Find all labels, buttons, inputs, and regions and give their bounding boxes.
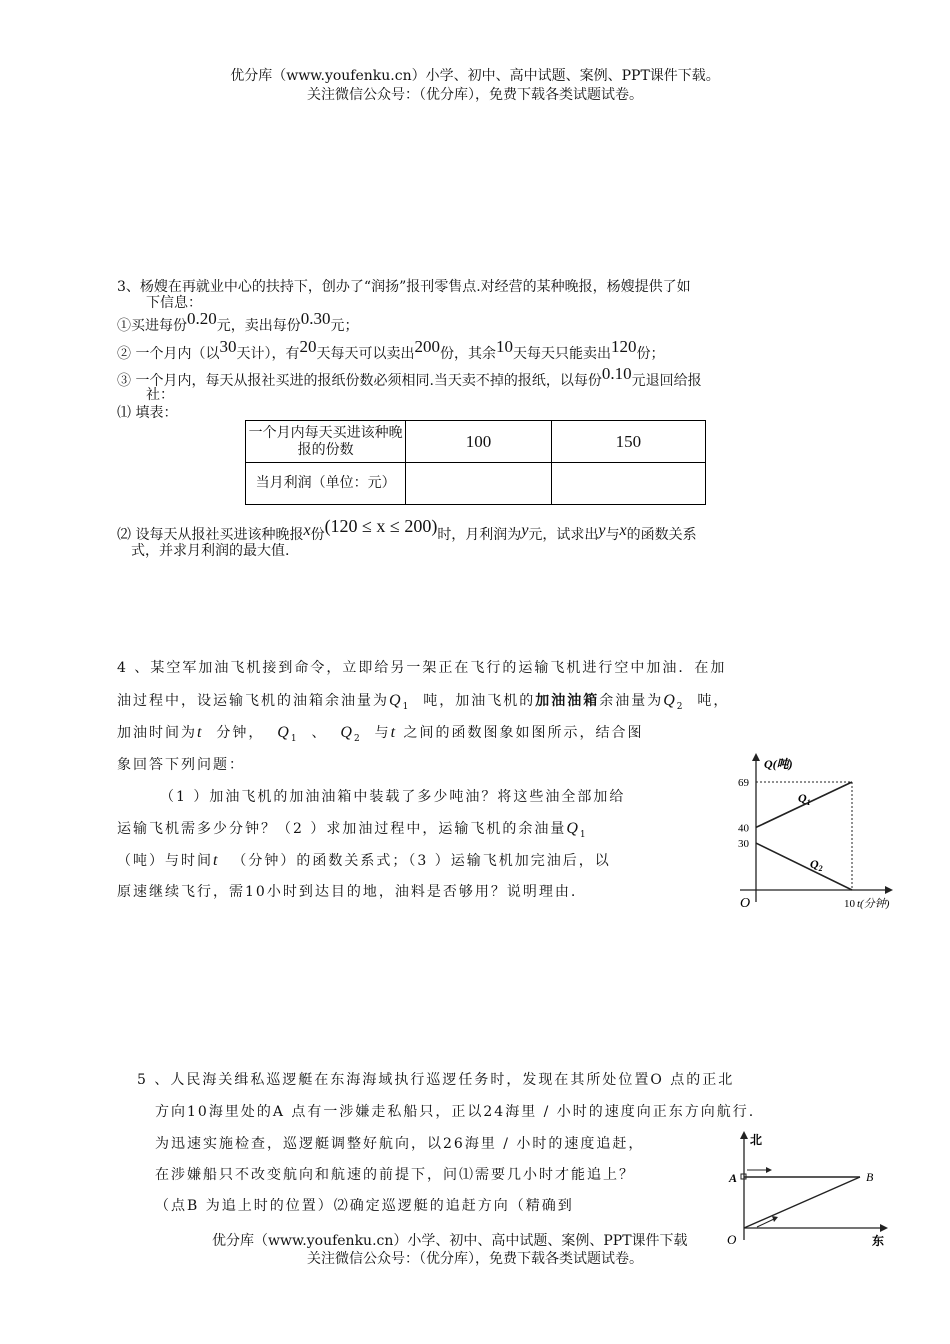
q4-line-8: 原速继续飞行，需10小时到达目的地，油料是否够用？说明理由. bbox=[117, 884, 578, 900]
header-line-2: 关注微信公众号：（优分库），免费下载各类试题试卷。 bbox=[307, 87, 643, 103]
header-line-1: 优分库（www.youfenku.cn）小学、初中、高中试题、案例、PPT课件下载。 bbox=[230, 68, 720, 84]
q4-line-4: 象回答下列问题： bbox=[117, 757, 245, 773]
q3-info-3-return-price: 0.10 bbox=[601, 364, 632, 383]
patrol-direction-arrow bbox=[757, 1219, 774, 1227]
var-t: t bbox=[197, 724, 204, 741]
q3-info-2-days-high: 20 bbox=[299, 337, 317, 356]
var-q1: Q bbox=[389, 692, 403, 709]
q3-part-2-text-b: 份 bbox=[310, 527, 325, 543]
point-b-label: B bbox=[866, 1170, 874, 1184]
q3-info-1-buy-price: 0.20 bbox=[187, 309, 217, 328]
q3-info-2-sold-low: 120 bbox=[610, 337, 637, 356]
q3-part-2-text-a: ⑵ 设每天从报社买进该种晚报 bbox=[117, 527, 304, 543]
var-x-2: x bbox=[619, 522, 627, 539]
q3-part-2-text-d: 元，试求出 bbox=[528, 527, 599, 543]
q3-part-2 bbox=[117, 516, 697, 544]
q3-info-1 bbox=[117, 309, 359, 335]
q3-part-1-label: ⑴ 填表： bbox=[117, 405, 178, 421]
q5-line-2: 方向10海里处的A 点有一涉嫌走私船只，正以24海里 / 小时的速度向正东方向航行. bbox=[155, 1104, 756, 1120]
sub-1-c: 1 bbox=[579, 829, 588, 840]
sub-1: 1 bbox=[402, 701, 411, 712]
y-axis-label: Q(吨) bbox=[764, 757, 793, 771]
footer-line-1: 优分库（www.youfenku.cn）小学、初中、高中试题、案例、PPT课件下载 bbox=[212, 1233, 688, 1249]
var-q2-b: Q bbox=[340, 724, 354, 741]
q4-line-2-text-b: 吨，加油飞机的 bbox=[423, 693, 536, 709]
footer-line-2: 关注微信公众号：（优分库），免费下载各类试题试卷。 bbox=[307, 1251, 643, 1267]
q4-emphasis-tank: 加油油箱 bbox=[535, 693, 600, 709]
series-label-q2: $Q_2$ bbox=[810, 857, 823, 873]
q3-info-3-text-a: ③ 一个月内，每天从报社买进的报纸份数必须相同.当天卖不掉的报纸，以每份 bbox=[117, 373, 602, 389]
north-label: 北 bbox=[750, 1133, 763, 1147]
q3-info-3 bbox=[117, 364, 702, 390]
q4-line-3-text-a: 加油时间为 bbox=[117, 725, 197, 741]
q5-line-1: 5 、人民海关缉私巡逻艇在东海海域执行巡逻任务时，发现在其所处位置O 点的正北 bbox=[137, 1072, 735, 1088]
sub-2: 2 bbox=[676, 701, 685, 712]
table-row-header-profit: 当月利润（单位：元） bbox=[246, 463, 406, 505]
var-t-3: t bbox=[213, 852, 220, 869]
q3-info-1-sell-price: 0.30 bbox=[300, 309, 331, 328]
q4-line-3-text-d: 与 bbox=[374, 725, 391, 741]
q4-line-2 bbox=[117, 692, 729, 716]
var-q2: Q bbox=[663, 692, 677, 709]
y-tick-label-30: 30 bbox=[738, 838, 749, 851]
table-cell-150: 150 bbox=[551, 421, 705, 463]
q4-line-2-text-d: 吨， bbox=[697, 693, 730, 709]
table-cell-profit-100 bbox=[406, 463, 551, 505]
q4-line-6-text-a: 运输飞机需多少分钟？（2 ）求加油过程中，运输飞机的余油量 bbox=[117, 821, 567, 837]
x-tick-label-10: 10 bbox=[844, 898, 855, 910]
var-y-2: y bbox=[598, 522, 606, 539]
q3-info-2-text-f: 份； bbox=[636, 346, 665, 362]
q3-info-1-text-c: 元； bbox=[330, 318, 359, 334]
q5-line-4: 在涉嫌船只不改变航向和航速的前提下，问⑴需要几小时才能追上？ bbox=[155, 1167, 635, 1183]
north-arrow bbox=[740, 1131, 748, 1139]
series-line-q2 bbox=[756, 843, 852, 890]
var-q1-b: Q bbox=[277, 724, 291, 741]
q3-info-2-text-d: 份，其余 bbox=[439, 346, 496, 362]
q5-line-3: 为迅速实施检查，巡逻艇调整好航向，以26海里 / 小时的速度追赶， bbox=[155, 1136, 645, 1152]
point-a-label: A bbox=[729, 1171, 738, 1185]
east-label: 东 bbox=[872, 1234, 885, 1248]
q3-profit-table bbox=[245, 420, 706, 505]
var-t-2: t bbox=[390, 724, 398, 741]
table-cell-profit-150 bbox=[551, 463, 705, 505]
x-axis-label: t(分钟) bbox=[857, 898, 890, 910]
q4-line-1: 4 、某空军加油飞机接到命令，立即给另一架正在飞行的运输飞机进行空中加油．在加 bbox=[117, 660, 727, 676]
y-axis-arrow bbox=[752, 753, 760, 761]
point-o-label: O bbox=[727, 1232, 737, 1247]
patrol-path bbox=[744, 1177, 860, 1228]
q4-line-5: （1 ）加油飞机的加油油箱中装载了多少吨油？将这些油全部加给 bbox=[160, 789, 626, 805]
q5-route-figure bbox=[722, 1128, 892, 1250]
q3-intro-line-1: 3、杨嫂在再就业中心的扶持下，创办了“润扬”报刊零售点.对经营的某种晚报，杨嫂提供了如 bbox=[117, 279, 691, 295]
q3-info-2-days-low: 10 bbox=[495, 337, 513, 356]
q4-line-2-text-a: 油过程中，设运输飞机的油箱余油量为 bbox=[117, 693, 389, 709]
east-arrow bbox=[880, 1224, 888, 1232]
q3-info-2 bbox=[117, 337, 665, 363]
q3-info-2-text-b: 天计），有 bbox=[236, 346, 300, 362]
q4-line-3-text-e: 之间的函数图象如图所示，结合图 bbox=[403, 725, 644, 741]
var-q1-c: Q bbox=[566, 820, 580, 837]
sub-2-b: 2 bbox=[353, 733, 362, 744]
q3-info-3-text-b: 元退回给报 bbox=[631, 373, 702, 389]
q3-info-2-text-e: 天每天只能卖出 bbox=[512, 346, 611, 362]
table-row-header-quantity: 一个月内每天买进该种晚报的份数 bbox=[246, 421, 406, 463]
q3-info-2-text-c: 天每天可以卖出 bbox=[316, 346, 415, 362]
q3-part-2-cont: 式，并求月利润的最大值. bbox=[131, 543, 290, 559]
x-axis-arrow bbox=[885, 886, 893, 894]
var-x: x bbox=[303, 522, 311, 539]
q4-fuel-chart bbox=[730, 752, 900, 917]
y-tick-label-40: 40 bbox=[738, 822, 749, 835]
var-y: y bbox=[521, 522, 529, 539]
q3-info-1-text-b: 元，卖出每份 bbox=[216, 318, 301, 334]
q3-intro-line-2: 下信息： bbox=[146, 295, 202, 311]
q4-line-7-text-a: （吨）与时间 bbox=[117, 853, 213, 869]
q4-line-7-text-b: （分钟）的函数关系式；（3 ）运输飞机加完油后，以 bbox=[232, 853, 611, 869]
table-cell-100: 100 bbox=[406, 421, 551, 463]
q3-info-2-sold-high: 200 bbox=[414, 337, 440, 356]
q4-line-7 bbox=[117, 852, 611, 870]
q4-line-3-text-c: 、 bbox=[311, 725, 328, 741]
q3-part-2-text-f: 的函数关系 bbox=[626, 527, 697, 543]
q4-line-2-text-c: 余油量为 bbox=[599, 693, 664, 709]
q4-line-6 bbox=[117, 820, 588, 844]
x-tick-label-o: O bbox=[740, 896, 751, 911]
q3-info-2-text-a: ② 一个月内（以 bbox=[117, 346, 220, 362]
series-label-q1: $Q_1$ bbox=[798, 791, 811, 807]
q4-line-3 bbox=[117, 724, 643, 748]
y-tick-label-69: 69 bbox=[738, 777, 749, 789]
q3-info-3-cont: 社： bbox=[146, 387, 174, 403]
q3-part-2-text-e: 与 bbox=[605, 527, 620, 543]
sub-1-b: 1 bbox=[290, 733, 299, 744]
smuggler-arrow-head bbox=[766, 1167, 772, 1173]
q3-info-1-text-a: ①买进每份 bbox=[117, 318, 187, 334]
q5-line-5: （点B 为追上时的位置）⑵确定巡逻艇的追赶方向（精确到 bbox=[155, 1198, 574, 1214]
q4-line-3-text-b: 分钟， bbox=[216, 725, 265, 741]
q3-info-2-days: 30 bbox=[219, 337, 237, 356]
q3-part-2-text-c: 时，月利润为 bbox=[437, 527, 522, 543]
q3-range: (120 ≤ x ≤ 200) bbox=[324, 516, 438, 536]
